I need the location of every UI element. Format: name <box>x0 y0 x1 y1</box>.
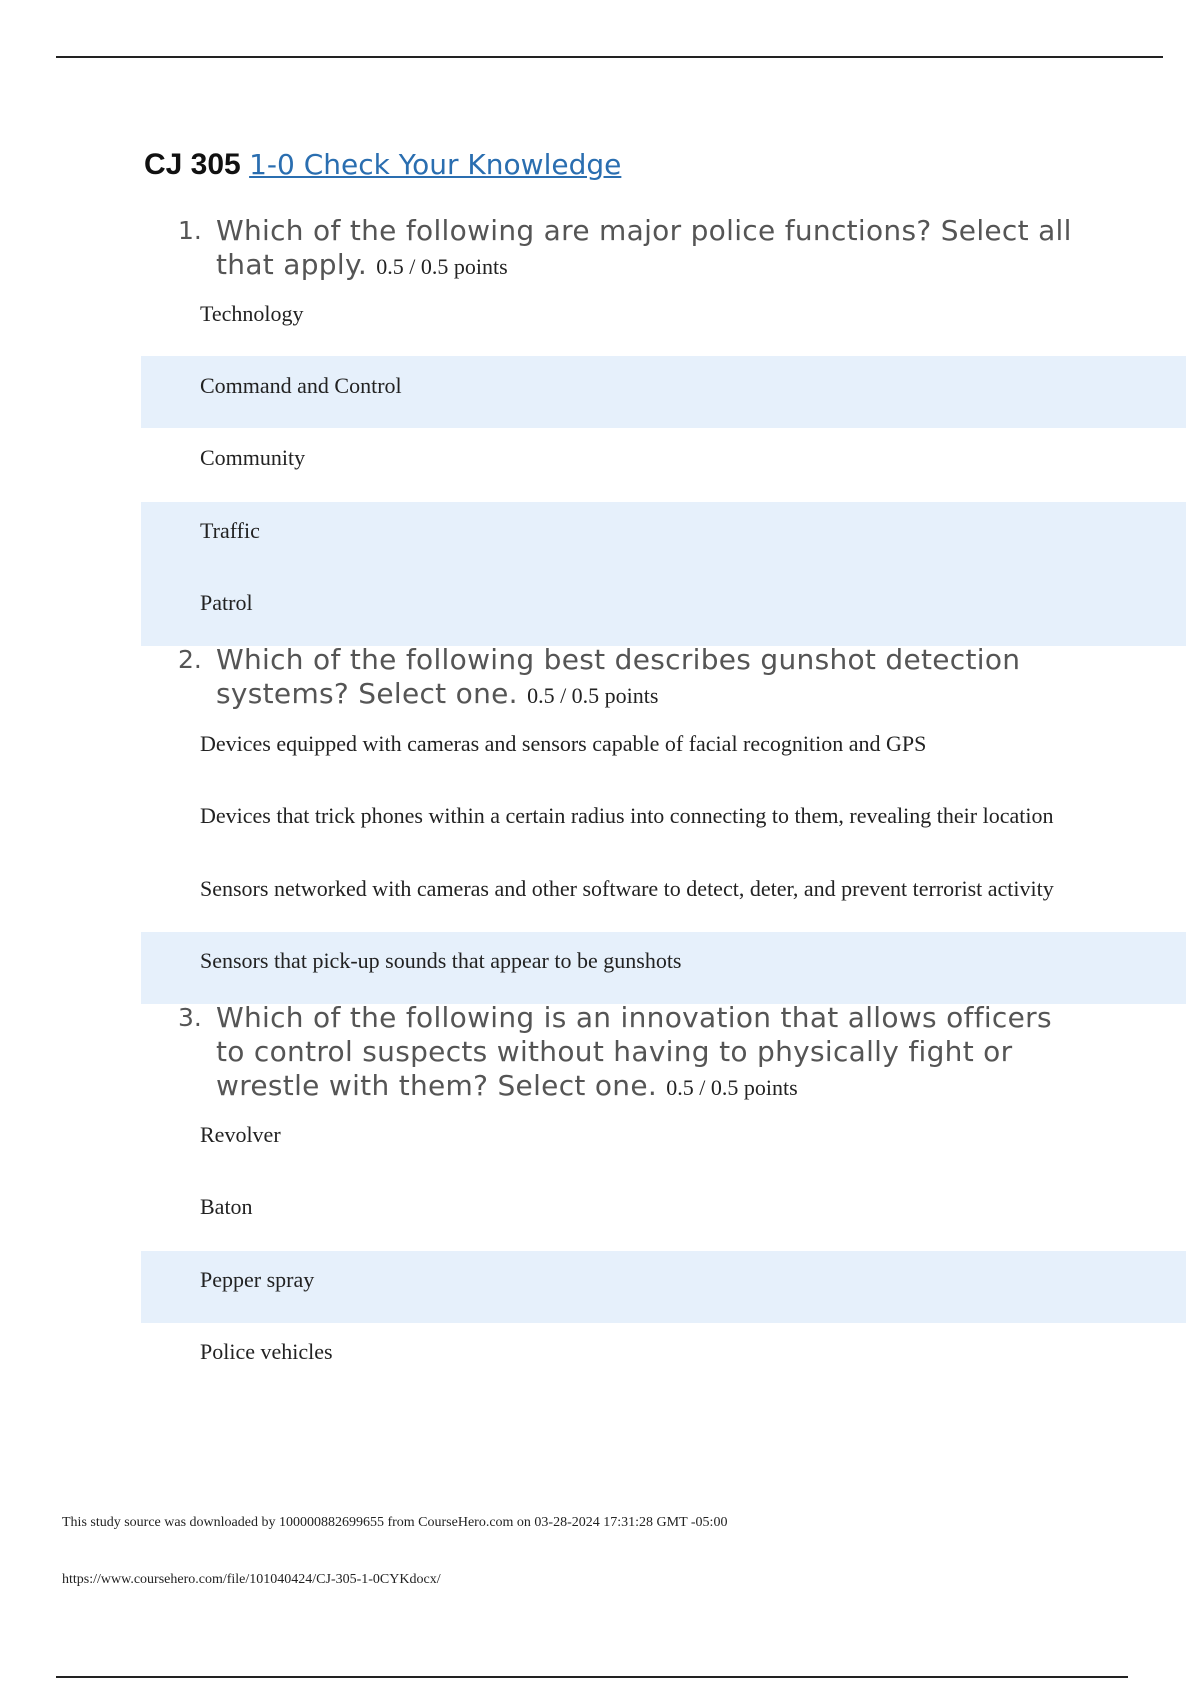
page-title <box>144 148 621 182</box>
question-points: 0.5 / 0.5 points <box>376 254 508 279</box>
answer-option[interactable]: Baton <box>200 1194 253 1219</box>
question-points: 0.5 / 0.5 points <box>666 1075 798 1100</box>
answer-option[interactable]: Traffic <box>200 518 260 543</box>
answer-option[interactable]: Sensors that pick-up sounds that appear to be gunshots <box>200 948 682 973</box>
question-number: 2. <box>178 645 202 674</box>
answer-option[interactable]: Devices that trick phones within a certain radius into connecting to them, revealing their location <box>200 803 1054 828</box>
question-points: 0.5 / 0.5 points <box>527 683 659 708</box>
answer-option[interactable]: Community <box>200 445 306 470</box>
question-2 <box>178 643 1078 713</box>
question-text: Which of the following are major police functions? Select all that apply. <box>216 214 1072 281</box>
question-number: 1. <box>178 216 202 245</box>
question-3 <box>178 1001 1078 1105</box>
answer-option[interactable]: Devices equipped with cameras and sensors capable of facial recognition and GPS <box>200 731 927 756</box>
answer-option[interactable]: Sensors networked with cameras and other software to detect, deter, and prevent terrorist activity <box>200 876 1054 901</box>
answer-option[interactable]: Police vehicles <box>200 1339 333 1364</box>
question-1 <box>178 214 1078 284</box>
course-code: CJ 305 <box>144 148 241 181</box>
answer-option[interactable]: Technology <box>200 301 304 326</box>
source-footer: This study source was downloaded by 100000882699655 from CourseHero.com on 03-28-2024 17:31:28 GMT -05:00 <box>62 1515 728 1530</box>
answer-option[interactable]: Command and Control <box>200 373 402 398</box>
highlight-band <box>141 502 1186 646</box>
question-text: Which of the following best describes gunshot detection systems? Select one. <box>216 643 1021 710</box>
question-number: 3. <box>178 1003 202 1032</box>
answer-option[interactable]: Pepper spray <box>200 1267 315 1292</box>
assignment-link[interactable]: 1-0 Check Your Knowledge <box>249 148 622 181</box>
source-url[interactable]: https://www.coursehero.com/file/101040424/CJ-305-1-0CYKdocx/ <box>62 1572 441 1587</box>
question-text: Which of the following is an innovation that allows officers to control suspects without having to physically fight or wrestle with them? Select one. <box>216 1001 1052 1102</box>
answer-option[interactable]: Revolver <box>200 1122 281 1147</box>
bottom-rule <box>56 1676 1128 1678</box>
answer-option[interactable]: Patrol <box>200 590 253 615</box>
top-rule <box>56 56 1163 58</box>
